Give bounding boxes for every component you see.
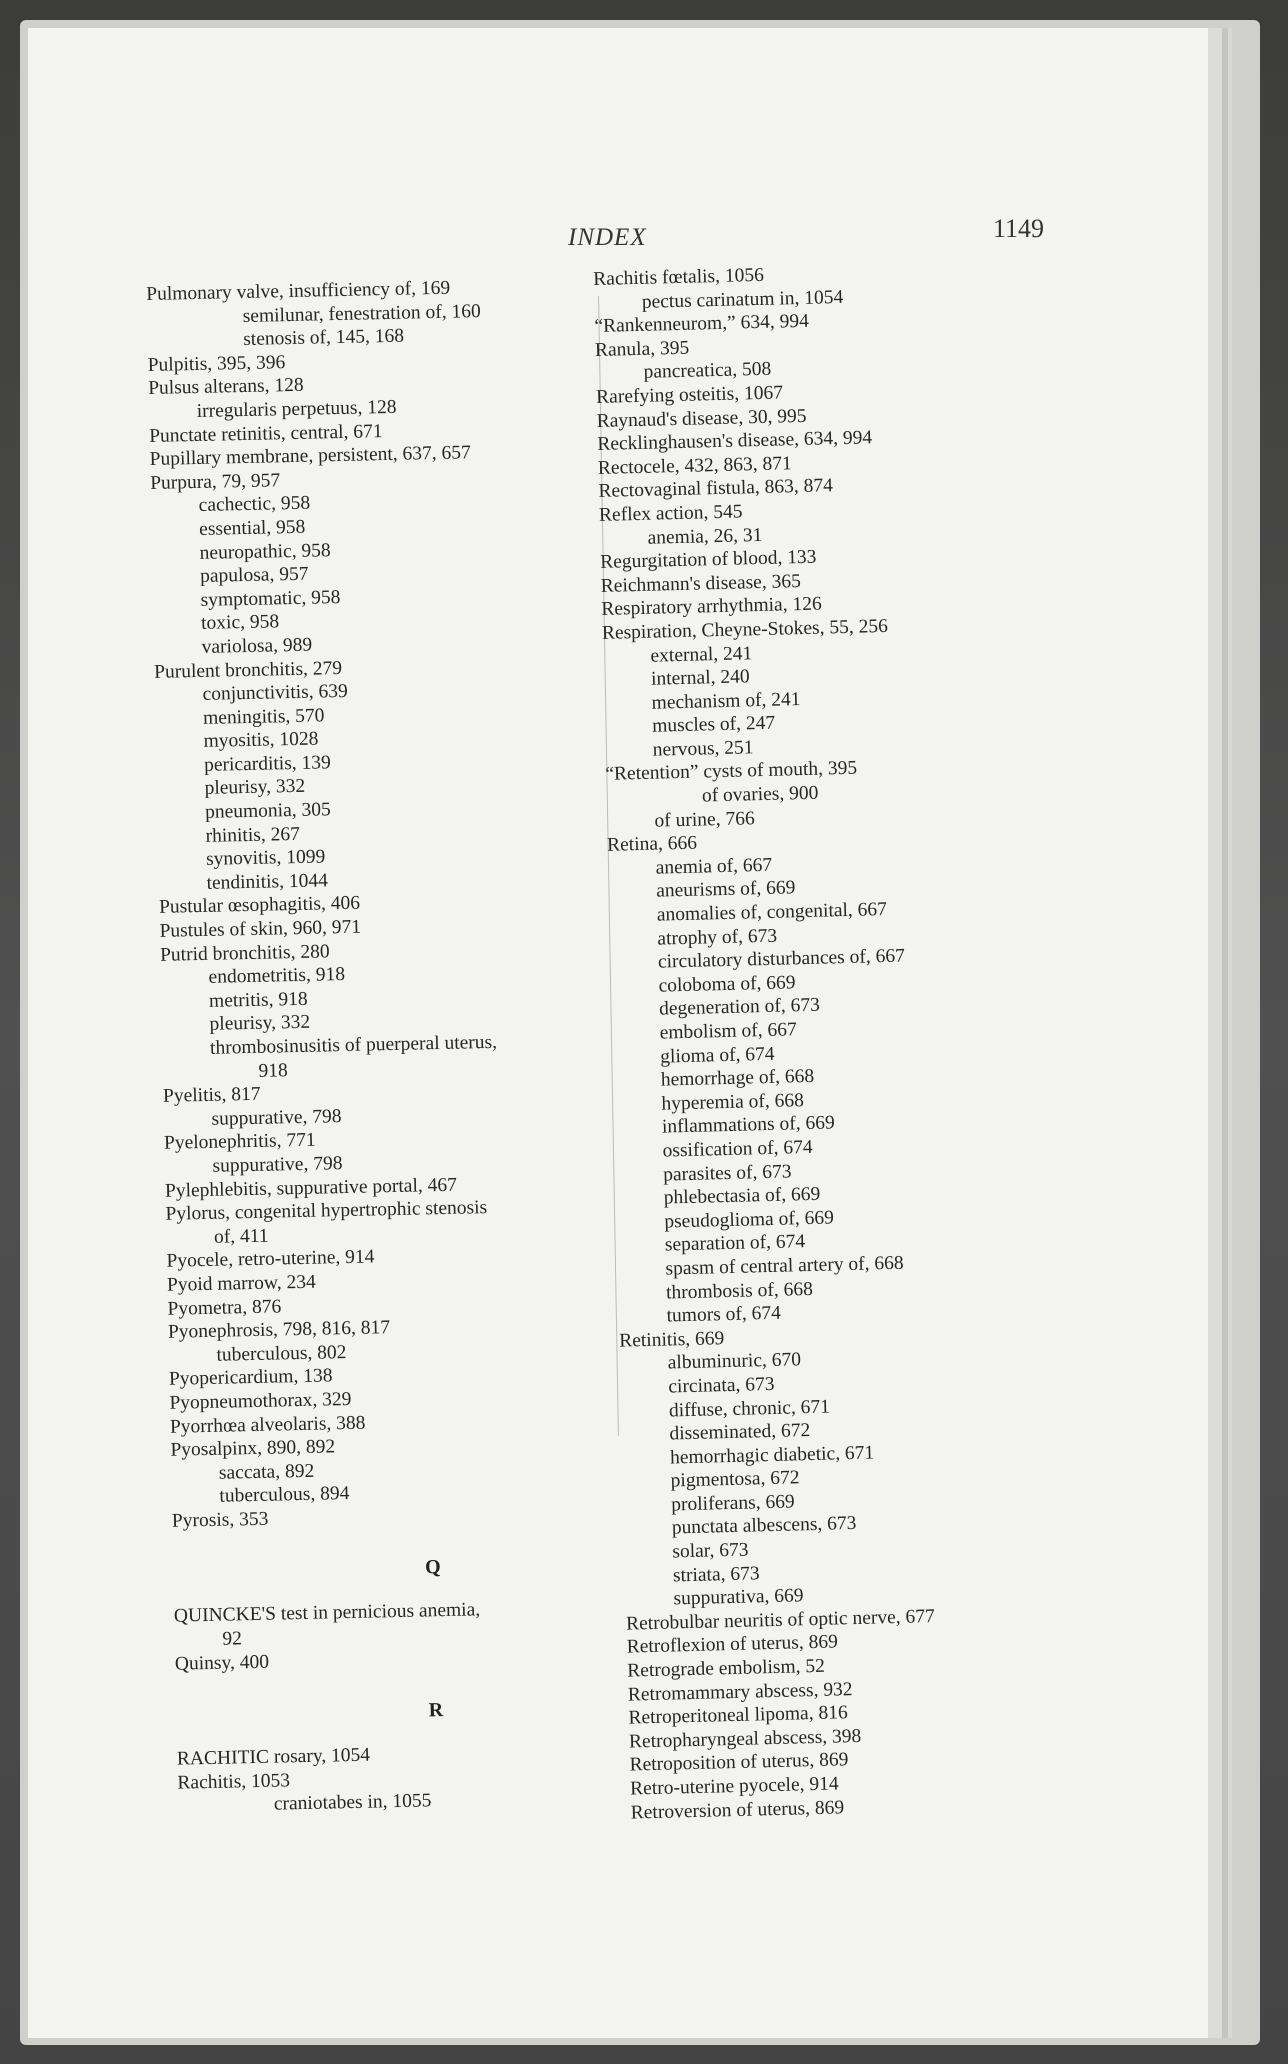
index-subentry: craniotabes in, 1055: [273, 1790, 432, 1816]
index-entry: Retinitis, 669: [618, 1327, 725, 1352]
index-subentry: circinata, 673: [668, 1373, 775, 1398]
index-subentry: essential, 958: [198, 516, 306, 540]
index-subentry: thrombosinusitis of puerperal uterus,: [209, 1031, 498, 1059]
index-subentry: saccata, 892: [218, 1460, 315, 1484]
index-entry: “Retention” cysts of mouth, 395: [605, 758, 858, 786]
index-subentry: thrombosis of, 668: [665, 1278, 814, 1304]
section-letter: Q: [424, 1556, 441, 1579]
index-subentry: hemorrhagic diabetic, 671: [669, 1442, 875, 1469]
index-subentry: glioma of, 674: [660, 1043, 775, 1068]
index-subentry: circulatory disturbances of, 667: [657, 945, 906, 973]
index-entry: Pyorrhœa alveolaris, 388: [169, 1412, 366, 1438]
index-entry: Pyoid marrow, 234: [166, 1271, 316, 1296]
index-subentry: phlebectasia of, 669: [663, 1183, 821, 1209]
index-entry: Retrograde embolism, 52: [627, 1655, 826, 1682]
index-subentry: conjunctivitis, 639: [202, 680, 348, 705]
index-entry: Rectovaginal fistula, 863, 874: [598, 475, 834, 503]
index-subentry: myositis, 1028: [203, 728, 319, 753]
index-entry: Putrid bronchitis, 280: [159, 940, 330, 966]
index-column-right: [593, 255, 1171, 1825]
index-subentry: pericarditis, 139: [203, 752, 332, 776]
index-subentry: pneumonia, 305: [204, 799, 331, 823]
index-subentry: parasites of, 673: [662, 1160, 792, 1186]
index-entry: Pustules of skin, 960, 971: [159, 916, 362, 942]
index-entry: Pyrosis, 353: [171, 1508, 269, 1532]
index-subentry: pancreatica, 508: [643, 359, 772, 384]
index-subentry: muscles of, 247: [651, 712, 776, 737]
index-entry: Reflex action, 545: [598, 501, 743, 526]
index-entry: Ranula, 395: [594, 337, 690, 361]
index-subentry: aneurisms of, 669: [655, 877, 796, 903]
index-subentry: semilunar, fenestration of, 160: [242, 300, 481, 327]
index-subentry: pleurisy, 332: [204, 776, 306, 800]
index-entry: Retro-uterine pyocele, 914: [629, 1773, 839, 1800]
index-subentry: hemorrhage of, 668: [660, 1066, 815, 1091]
index-subentry: mechanism of, 241: [651, 688, 801, 714]
index-subentry: synovitis, 1099: [205, 846, 326, 871]
index-subentry: pectus carinatum in, 1054: [641, 286, 844, 313]
index-entry: QUINCKE'S test in pernicious anemia,: [173, 1599, 481, 1628]
index-entry: Respiration, Cheyne-Stokes, 55, 256: [601, 615, 889, 644]
index-subentry: neuropathic, 958: [199, 539, 331, 564]
index-entry: Pyopericardium, 138: [168, 1365, 333, 1391]
index-subentry: embolism of, 667: [659, 1019, 797, 1044]
index-entry: RACHITIC rosary, 1054: [176, 1744, 371, 1770]
index-entry: “Rankenneurom,” 634, 994: [594, 310, 810, 338]
index-entry: Pulmonary valve, insufficiency of, 169: [146, 277, 451, 305]
index-subentry: anemia, 26, 31: [647, 524, 763, 549]
index-subentry: suppurative, 798: [211, 1105, 342, 1130]
index-subentry: cachectic, 958: [198, 492, 311, 517]
index-entry: Pyonephrosis, 798, 816, 817: [167, 1317, 391, 1343]
index-entry: Pulpitis, 395, 396: [147, 351, 286, 376]
index-entry: Raynaud's disease, 30, 995: [596, 405, 807, 432]
index-subentry: atrophy of, 673: [657, 925, 778, 950]
index-subentry: tuberculous, 894: [219, 1483, 350, 1508]
page-content: [28, 28, 1208, 2038]
index-entry: Pyometra, 876: [167, 1295, 282, 1320]
index-subentry: anemia of, 667: [655, 854, 773, 879]
index-subentry: meningitis, 570: [202, 705, 325, 729]
index-entry: Retromammary abscess, 932: [627, 1678, 853, 1706]
index-subentry: pigmentosa, 672: [670, 1467, 800, 1492]
index-entry: Purpura, 79, 957: [149, 469, 281, 494]
index-subentry: irregularis perpetuus, 128: [196, 396, 397, 422]
index-subentry: tuberculous, 802: [216, 1341, 347, 1366]
index-entry: Quinsy, 400: [174, 1651, 270, 1675]
index-subentry: solar, 673: [672, 1539, 749, 1563]
index-subentry: symptomatic, 958: [200, 586, 341, 611]
index-entry: Retroversion of uterus, 869: [630, 1796, 845, 1824]
index-entry: Recklinghausen's disease, 634, 994: [597, 427, 873, 456]
index-entry: Respiratory arrhythmia, 126: [601, 593, 822, 621]
index-subentry: suppurativa, 669: [673, 1585, 804, 1610]
index-entry: Retropharyngeal abscess, 398: [628, 1725, 862, 1753]
index-subentry: nervous, 251: [652, 737, 754, 761]
section-letter: R: [428, 1699, 444, 1722]
index-subentry: external, 241: [650, 642, 753, 667]
index-entry: Pyelonephritis, 771: [163, 1130, 316, 1155]
index-subentry: diffuse, chronic, 671: [668, 1396, 831, 1421]
index-subentry: of, 411: [213, 1225, 269, 1248]
index-subentry: striata, 673: [672, 1562, 760, 1587]
index-entry: Regurgitation of blood, 133: [599, 546, 817, 574]
index-entry: Retroposition of uterus, 869: [629, 1749, 849, 1776]
index-subentry: papulosa, 957: [199, 563, 309, 588]
index-subentry: internal, 240: [650, 666, 750, 690]
index-entry: Retroflexion of uterus, 869: [626, 1631, 839, 1659]
index-subentry: hyperemia of, 668: [661, 1089, 805, 1115]
index-entry: Retrobulbar neuritis of optic nerve, 677: [625, 1605, 935, 1635]
index-entry: Retina, 666: [606, 832, 698, 857]
index-entry: Purulent bronchitis, 279: [153, 657, 343, 683]
index-entry: Pylorus, congenital hypertrophic stenosis: [165, 1197, 488, 1225]
index-entry: Pyelitis, 817: [162, 1083, 261, 1108]
index-subentry: proliferans, 669: [670, 1491, 795, 1516]
index-subentry: degeneration of, 673: [658, 995, 821, 1021]
index-subentry: 918: [258, 1059, 288, 1082]
index-subentry: pleurisy, 332: [209, 1012, 311, 1036]
index-subentry: suppurative, 798: [212, 1153, 343, 1177]
index-subentry: anomalies of, congenital, 667: [656, 899, 888, 926]
index-subentry: tumors of, 674: [666, 1302, 782, 1327]
index-entry: Pylephlebitis, suppurative portal, 467: [164, 1174, 458, 1202]
index-subentry: separation of, 674: [664, 1231, 806, 1256]
index-entry: Rarefying osteitis, 1067: [595, 382, 784, 408]
index-subentry: disseminated, 672: [669, 1420, 811, 1445]
index-entry: Pulsus alterans, 128: [147, 375, 304, 400]
index-subentry: 92: [222, 1628, 243, 1650]
index-entry: Pustular œsophagitis, 406: [158, 893, 361, 919]
index-subentry: inflammations of, 669: [661, 1112, 836, 1138]
index-entry: Rectocele, 432, 863, 871: [597, 452, 792, 479]
index-entry: Rachitis, 1053: [177, 1770, 291, 1794]
index-subentry: tendinitis, 1044: [206, 870, 329, 894]
index-subentry: albuminuric, 670: [667, 1349, 802, 1374]
running-header: INDEX: [568, 224, 647, 251]
book-page: [28, 28, 1222, 2038]
index-entry: Punctate retinitis, central, 671: [148, 420, 383, 447]
index-subentry: of urine, 766: [654, 807, 755, 832]
index-subentry: variolosa, 989: [201, 634, 313, 658]
index-subentry: spasm of central artery of, 668: [665, 1252, 904, 1280]
page-number: 1149: [993, 214, 1045, 243]
index-subentry: rhinitis, 267: [205, 823, 301, 847]
index-entry: Pyosalpinx, 890, 892: [170, 1436, 336, 1461]
index-subentry: toxic, 958: [200, 611, 280, 635]
index-subentry: punctata albescens, 673: [671, 1513, 857, 1539]
index-subentry: metritis, 918: [208, 988, 308, 1012]
index-entry: Pupillary membrane, persistent, 637, 657: [149, 442, 472, 471]
index-subentry: of ovaries, 900: [701, 782, 819, 807]
index-subentry: stenosis of, 145, 168: [242, 325, 405, 351]
index-entry: Pyopneumothorax, 329: [169, 1388, 352, 1414]
index-subentry: ossification of, 674: [662, 1136, 813, 1162]
index-subentry: coloboma of, 669: [658, 972, 796, 997]
index-entry: Reichmann's disease, 365: [600, 570, 802, 597]
index-subentry: endometritis, 918: [208, 964, 346, 989]
index-subentry: pseudoglioma of, 669: [664, 1207, 835, 1233]
index-entry: Rachitis fœtalis, 1056: [593, 264, 765, 290]
index-entry: Pyocele, retro-uterine, 914: [166, 1246, 375, 1273]
index-entry: Retroperitoneal lipoma, 816: [628, 1702, 848, 1729]
